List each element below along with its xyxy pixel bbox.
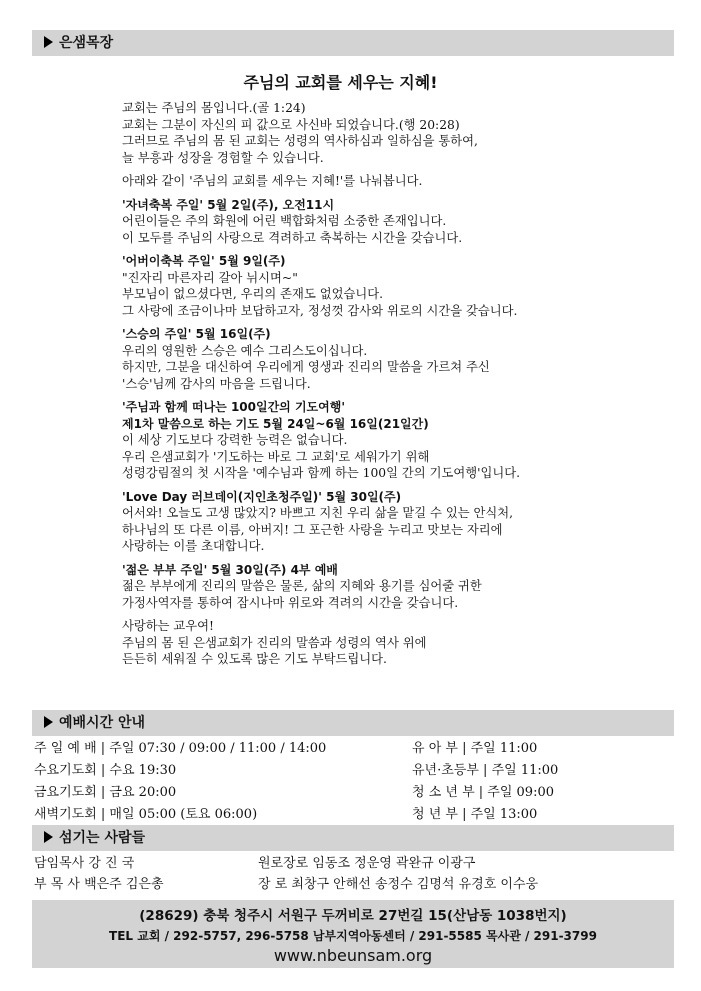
paragraph-heading: 'Love Day 러브데이(지인초청주일)' 5월 30일(주) — [122, 489, 402, 504]
paragraph-heading: '어버이축복 주일' 5월 9일(주) — [122, 254, 286, 268]
staff-row: 부 목 사 백은주 김은총 장 로 최창구 안해선 송정수 김명석 유경호 이수웅 — [34, 877, 539, 892]
message-paragraph — [122, 253, 662, 319]
phone-numbers: TEL 교회 / 292-5757, 296-5758 남부지역아동센터 / 291-5585 목사관 / 291-3799 — [109, 929, 597, 943]
paragraph-line: 사랑하는 교우여! — [122, 619, 215, 633]
address: (28629) 충북 청주시 서원구 두꺼비로 27번길 15(산남동 1038번지) — [139, 908, 567, 924]
paragraph-heading: '주님과 함께 떠나는 100일간의 기도여행' — [122, 400, 345, 414]
paragraph-line: 우리의 영원한 스승은 예수 그리스도이십니다. — [122, 343, 368, 358]
section-header-eunsam — [32, 30, 674, 56]
paragraph-line: 어서와! 오늘도 고생 많았지? 바쁘고 지친 우리 삶을 맡길 수 있는 안식처, — [122, 506, 514, 520]
paragraph-line: 든든히 세워질 수 있도록 많은 기도 부탁드립니다. — [122, 652, 387, 666]
paragraph-line: '스승'님께 감사의 마음을 드립니다. — [122, 376, 311, 391]
paragraph-line: 교회는 주님의 몸입니다.(골 1:24) — [122, 101, 306, 115]
message-paragraph — [122, 197, 662, 247]
paragraph-line: 가정사역자를 통하여 잠시나마 위로와 격려의 시간을 갖습니다. — [122, 595, 459, 610]
paragraph-line: 성령강림절의 첫 시작을 '예수님과 함께 하는 100일 간의 기도여행'입니다. — [122, 466, 521, 480]
triangle-bullet-icon — [44, 716, 53, 728]
message-paragraph — [122, 562, 662, 612]
paragraph-line: 사랑하는 이를 초대합니다. — [122, 539, 265, 553]
church-contact-footer — [32, 900, 674, 968]
staff-row: 담임목사 강 진 국 원로장로 임동조 정운영 곽완규 이광구 — [34, 856, 476, 871]
paragraph-line: 교회는 그분이 자신의 피 값으로 사신바 되었습니다.(행 20:28) — [122, 117, 460, 132]
paragraph-line: "진자리 마른자리 갈아 뉘시며~" — [122, 270, 298, 285]
message-paragraph — [122, 618, 662, 668]
section-header-label: 섬기는 사람들 — [59, 830, 146, 846]
paragraph-line: 이 세상 기도보다 강력한 능력은 없습니다. — [122, 433, 348, 447]
schedule-row: 주 일 예 배 | 주일 07:30 / 09:00 / 11:00 / 14:00 유 아 부 | 주일 11:00 — [34, 741, 538, 756]
paragraph-line: 하지만, 그분을 대신하여 우리에게 영생과 진리의 말씀을 가르쳐 주신 — [122, 360, 490, 374]
message-paragraph — [122, 173, 662, 190]
section-header-label: 예배시간 안내 — [59, 715, 146, 731]
service-schedule — [34, 738, 674, 826]
paragraph-line: 주님의 몸 된 은샘교회가 진리의 말씀과 성령의 역사 위에 — [122, 635, 427, 650]
paragraph-heading: 제1차 말씀으로 하는 기도 5월 24일~6월 16일(21일간) — [122, 416, 429, 431]
paragraph-heading: '스승의 주일' 5월 16일(주) — [122, 327, 271, 341]
paragraph-heading: '젊은 부부 주일' 5월 30일(주) 4부 예배 — [122, 562, 338, 577]
triangle-bullet-icon — [44, 831, 53, 843]
paragraph-line: 젊은 부부에게 진리의 말씀은 물론, 삶의 지혜와 용기를 심어줄 귀한 — [122, 579, 482, 593]
paragraph-line: 그러므로 주님의 몸 된 교회는 성령의 역사하심과 일하심을 통하여, — [122, 134, 478, 148]
triangle-bullet-icon — [44, 36, 53, 48]
paragraph-line: 그 사랑에 조금이나마 보답하고자, 정성껏 감사와 위로의 시간을 갖습니다. — [122, 303, 518, 318]
schedule-row: 금요기도회 | 금요 20:00 청 소 년 부 | 주일 09:00 — [34, 785, 554, 800]
paragraph-line: 부모님이 없으셨다면, 우리의 존재도 없었습니다. — [122, 287, 384, 301]
section-header-schedule — [32, 710, 674, 736]
section-header-label: 은샘목장 — [59, 35, 114, 51]
message-body — [122, 100, 662, 675]
website-link[interactable]: www.nbeunsam.org — [273, 946, 433, 965]
paragraph-heading: '자녀축복 주일' 5월 2일(주), 오전11시 — [122, 197, 335, 212]
message-paragraph — [122, 100, 662, 166]
paragraph-line: 어린이들은 주의 화원에 어린 백합화처럼 소중한 존재입니다. — [122, 214, 447, 228]
schedule-row: 새벽기도회 | 매일 05:00 (토요 06:00) 청 년 부 | 주일 13:00 — [34, 807, 538, 822]
message-paragraph — [122, 399, 662, 482]
paragraph-line: 아래와 같이 '주님의 교회를 세우는 지혜!'를 나눠봅니다. — [122, 174, 423, 188]
staff-list — [34, 853, 674, 895]
section-header-staff — [32, 825, 674, 851]
schedule-row: 수요기도회 | 수요 19:30 유년·초등부 | 주일 11:00 — [34, 763, 559, 778]
message-paragraph — [122, 326, 662, 392]
paragraph-line: 우리 은샘교회가 '기도하는 바로 그 교회'로 세워가기 위해 — [122, 449, 430, 464]
paragraph-line: 하나님의 또 다른 이름, 아버지! 그 포근한 사랑을 누리고 맛보는 자리에 — [122, 522, 503, 537]
paragraph-line: 늘 부흥과 성장을 경험할 수 있습니다. — [122, 150, 324, 165]
message-paragraph — [122, 489, 662, 555]
paragraph-line: 이 모두를 주님의 사랑으로 격려하고 축복하는 시간을 갖습니다. — [122, 230, 463, 245]
page-title: 주님의 교회를 세우는 지혜! — [243, 73, 438, 92]
